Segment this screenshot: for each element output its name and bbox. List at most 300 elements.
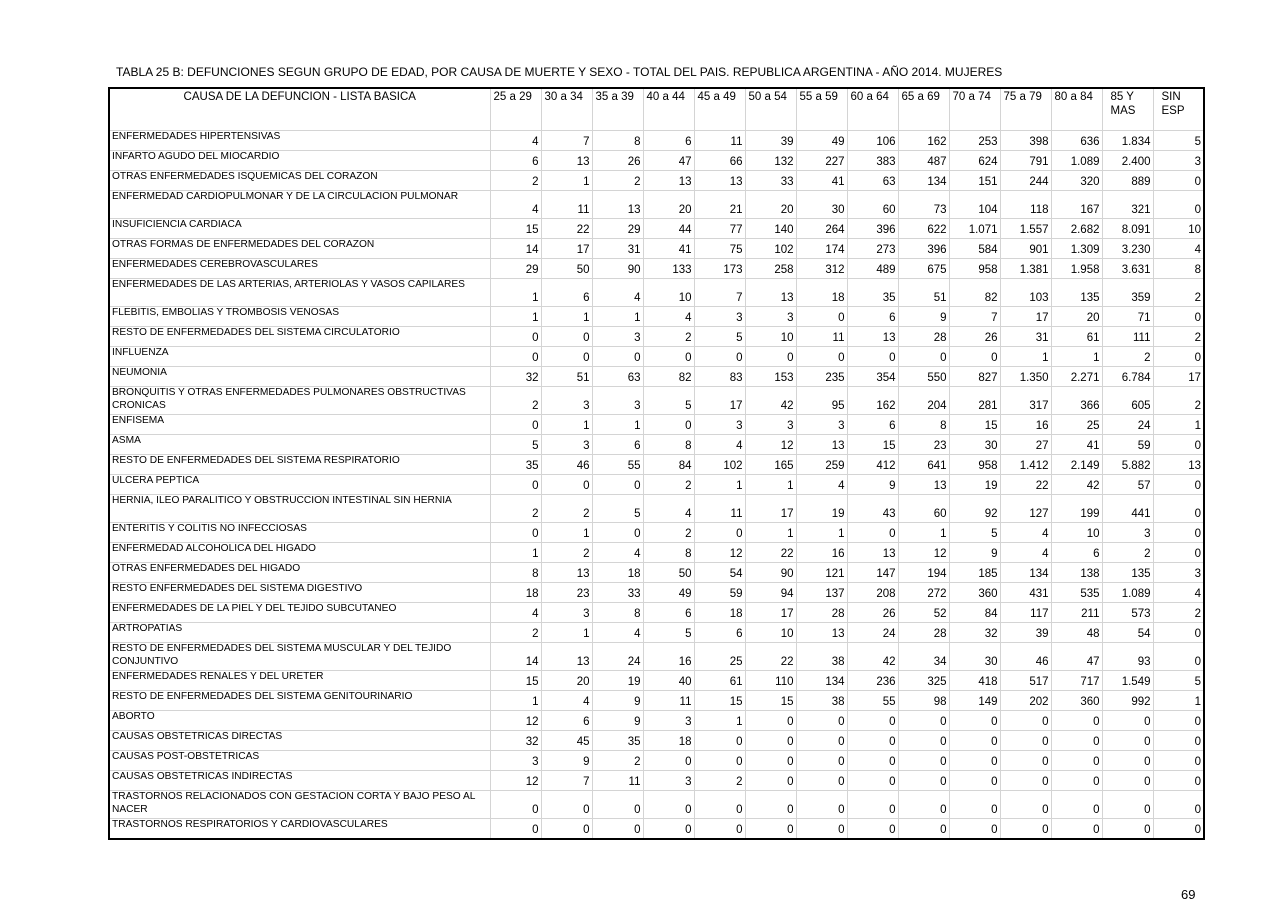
value-cell: 47	[1051, 643, 1102, 671]
value-cell: 901	[1000, 239, 1051, 259]
value-cell: 0	[847, 523, 898, 543]
value-cell: 0	[490, 415, 541, 435]
value-cell: 2	[490, 495, 541, 523]
value-cell: 10	[1051, 523, 1102, 543]
value-cell: 134	[796, 671, 847, 691]
value-cell: 199	[1051, 495, 1102, 523]
value-cell: 7	[541, 771, 592, 791]
value-cell: 573	[1102, 603, 1153, 623]
value-cell: 26	[949, 327, 1000, 347]
value-cell: 0	[796, 771, 847, 791]
age-column-header: 40 a 44	[643, 88, 694, 131]
age-column-header: 25 a 29	[490, 88, 541, 131]
cause-cell: ENFERMEDAD CARDIOPULMONAR Y DE LA CIRCULACION PULMONAR	[109, 191, 490, 219]
value-cell: 0	[643, 415, 694, 435]
value-cell: 0	[490, 347, 541, 367]
value-cell: 675	[898, 259, 949, 279]
value-cell: 0	[1000, 791, 1051, 819]
value-cell: 15	[490, 219, 541, 239]
value-cell: 1	[592, 307, 643, 327]
value-cell: 2	[592, 171, 643, 191]
value-cell: 13	[898, 475, 949, 495]
value-cell: 194	[898, 563, 949, 583]
cause-cell: OTRAS ENFERMEDADES DEL HIGADO	[109, 563, 490, 583]
value-cell: 54	[694, 563, 745, 583]
value-cell: 10	[745, 623, 796, 643]
value-cell: 0	[1051, 731, 1102, 751]
value-cell: 360	[1051, 691, 1102, 711]
value-cell: 13	[592, 191, 643, 219]
value-cell: 0	[1153, 771, 1204, 791]
age-column-header: 80 a 84	[1051, 88, 1102, 131]
cause-cell: RESTO ENFERMEDADES DEL SISTEMA DIGESTIVO	[109, 583, 490, 603]
table-row	[109, 771, 1204, 791]
value-cell: 517	[1000, 671, 1051, 691]
value-cell: 0	[1153, 191, 1204, 219]
value-cell: 0	[745, 819, 796, 840]
value-cell: 31	[592, 239, 643, 259]
value-cell: 83	[694, 367, 745, 387]
value-cell: 0	[949, 791, 1000, 819]
value-cell: 5	[592, 495, 643, 523]
value-cell: 359	[1102, 279, 1153, 307]
value-cell: 14	[490, 643, 541, 671]
value-cell: 2	[1153, 387, 1204, 415]
table-row	[109, 367, 1204, 387]
value-cell: 111	[1102, 327, 1153, 347]
value-cell: 26	[592, 151, 643, 171]
value-cell: 6	[847, 307, 898, 327]
value-cell: 14	[490, 239, 541, 259]
table-row	[109, 475, 1204, 495]
value-cell: 1	[694, 711, 745, 731]
value-cell: 84	[949, 603, 1000, 623]
value-cell: 624	[949, 151, 1000, 171]
value-cell: 0	[949, 711, 1000, 731]
value-cell: 17	[745, 495, 796, 523]
value-cell: 13	[694, 171, 745, 191]
value-cell: 1	[490, 691, 541, 711]
value-cell: 55	[847, 691, 898, 711]
value-cell: 0	[745, 731, 796, 751]
value-cell: 535	[1051, 583, 1102, 603]
value-cell: 312	[796, 259, 847, 279]
value-cell: 18	[592, 563, 643, 583]
table-row	[109, 543, 1204, 563]
value-cell: 31	[1000, 327, 1051, 347]
value-cell: 38	[796, 643, 847, 671]
age-column-header: 85 Y MAS	[1102, 88, 1153, 131]
value-cell: 138	[1051, 563, 1102, 583]
value-cell: 75	[694, 239, 745, 259]
value-cell: 135	[1051, 279, 1102, 307]
value-cell: 51	[898, 279, 949, 307]
table-row	[109, 131, 1204, 151]
value-cell: 13	[847, 543, 898, 563]
value-cell: 13	[796, 623, 847, 643]
value-cell: 0	[1153, 731, 1204, 751]
value-cell: 0	[949, 751, 1000, 771]
value-cell: 48	[1051, 623, 1102, 643]
value-cell: 0	[847, 771, 898, 791]
cause-cell: ENFERMEDADES CEREBROVASCULARES	[109, 259, 490, 279]
value-cell: 8	[643, 543, 694, 563]
value-cell: 8	[592, 603, 643, 623]
value-cell: 2	[1153, 603, 1204, 623]
value-cell: 7	[694, 279, 745, 307]
cause-column-header: CAUSA DE LA DEFUNCION - LISTA BASICA	[109, 88, 490, 131]
value-cell: 82	[949, 279, 1000, 307]
value-cell: 0	[694, 523, 745, 543]
value-cell: 1.071	[949, 219, 1000, 239]
value-cell: 3	[796, 415, 847, 435]
value-cell: 0	[541, 327, 592, 347]
value-cell: 16	[796, 543, 847, 563]
value-cell: 258	[745, 259, 796, 279]
value-cell: 71	[1102, 307, 1153, 327]
value-cell: 2.149	[1051, 455, 1102, 475]
value-cell: 2	[1153, 279, 1204, 307]
value-cell: 5	[1153, 131, 1204, 151]
value-cell: 11	[541, 191, 592, 219]
value-cell: 0	[1153, 171, 1204, 191]
value-cell: 0	[643, 751, 694, 771]
table-row	[109, 307, 1204, 327]
value-cell: 2	[541, 495, 592, 523]
value-cell: 0	[490, 819, 541, 840]
page-number: 69	[1181, 887, 1196, 902]
value-cell: 0	[1000, 751, 1051, 771]
value-cell: 3	[1153, 563, 1204, 583]
value-cell: 1.834	[1102, 131, 1153, 151]
value-cell: 16	[1000, 415, 1051, 435]
value-cell: 28	[796, 603, 847, 623]
cause-cell: NEUMONIA	[109, 367, 490, 387]
value-cell: 0	[1153, 307, 1204, 327]
value-cell: 1	[898, 523, 949, 543]
value-cell: 0	[1000, 711, 1051, 731]
value-cell: 13	[541, 643, 592, 671]
value-cell: 4	[592, 623, 643, 643]
value-cell: 44	[643, 219, 694, 239]
value-cell: 9	[541, 751, 592, 771]
value-cell: 12	[694, 543, 745, 563]
value-cell: 1	[592, 415, 643, 435]
value-cell: 827	[949, 367, 1000, 387]
cause-cell: ENFISEMA	[109, 415, 490, 435]
age-column-header: 30 a 34	[541, 88, 592, 131]
value-cell: 0	[1102, 771, 1153, 791]
value-cell: 605	[1102, 387, 1153, 415]
value-cell: 94	[745, 583, 796, 603]
value-cell: 1.412	[1000, 455, 1051, 475]
cause-cell: ENTERITIS Y COLITIS NO INFECCIOSAS	[109, 523, 490, 543]
mortality-table	[108, 87, 1205, 840]
value-cell: 0	[1153, 819, 1204, 840]
value-cell: 0	[490, 475, 541, 495]
value-cell: 18	[694, 603, 745, 623]
table-row	[109, 219, 1204, 239]
value-cell: 151	[949, 171, 1000, 191]
value-cell: 4	[1000, 543, 1051, 563]
value-cell: 264	[796, 219, 847, 239]
value-cell: 22	[1000, 475, 1051, 495]
value-cell: 2	[643, 475, 694, 495]
value-cell: 0	[541, 347, 592, 367]
value-cell: 383	[847, 151, 898, 171]
value-cell: 23	[898, 435, 949, 455]
table-row	[109, 387, 1204, 415]
value-cell: 33	[592, 583, 643, 603]
value-cell: 398	[1000, 131, 1051, 151]
value-cell: 5	[1153, 671, 1204, 691]
value-cell: 0	[541, 791, 592, 819]
value-cell: 103	[1000, 279, 1051, 307]
cause-cell: CAUSAS POST-OBSTETRICAS	[109, 751, 490, 771]
value-cell: 95	[796, 387, 847, 415]
table-row	[109, 415, 1204, 435]
value-cell: 4	[694, 435, 745, 455]
value-cell: 55	[592, 455, 643, 475]
value-cell: 153	[745, 367, 796, 387]
table-row	[109, 623, 1204, 643]
value-cell: 641	[898, 455, 949, 475]
value-cell: 622	[898, 219, 949, 239]
value-cell: 0	[592, 523, 643, 543]
cause-cell: RESTO DE ENFERMEDADES DEL SISTEMA RESPIRATORIO	[109, 455, 490, 475]
value-cell: 1.089	[1051, 151, 1102, 171]
value-cell: 791	[1000, 151, 1051, 171]
value-cell: 13	[796, 435, 847, 455]
value-cell: 636	[1051, 131, 1102, 151]
value-cell: 4	[1000, 523, 1051, 543]
value-cell: 0	[694, 751, 745, 771]
value-cell: 127	[1000, 495, 1051, 523]
value-cell: 2	[490, 387, 541, 415]
cause-cell: BRONQUITIS Y OTRAS ENFERMEDADES PULMONARES OBSTRUCTIVAS CRONICAS	[109, 387, 490, 415]
value-cell: 211	[1051, 603, 1102, 623]
value-cell: 33	[745, 171, 796, 191]
value-cell: 5	[694, 327, 745, 347]
value-cell: 2.682	[1051, 219, 1102, 239]
value-cell: 1.549	[1102, 671, 1153, 691]
value-cell: 30	[949, 435, 1000, 455]
value-cell: 5.882	[1102, 455, 1153, 475]
value-cell: 6	[592, 435, 643, 455]
value-cell: 23	[541, 583, 592, 603]
cause-cell: OTRAS FORMAS DE ENFERMEDADES DEL CORAZON	[109, 239, 490, 259]
value-cell: 0	[1153, 543, 1204, 563]
cause-cell: ABORTO	[109, 711, 490, 731]
value-cell: 45	[541, 731, 592, 751]
cause-cell: TRASTORNOS RESPIRATORIOS Y CARDIOVASCULARES	[109, 819, 490, 840]
value-cell: 24	[847, 623, 898, 643]
value-cell: 92	[949, 495, 1000, 523]
value-cell: 4	[490, 603, 541, 623]
value-cell: 41	[1051, 435, 1102, 455]
value-cell: 0	[847, 711, 898, 731]
value-cell: 17	[745, 603, 796, 623]
value-cell: 32	[490, 731, 541, 751]
value-cell: 7	[541, 131, 592, 151]
value-cell: 0	[694, 731, 745, 751]
value-cell: 0	[847, 791, 898, 819]
value-cell: 3.230	[1102, 239, 1153, 259]
table-body	[109, 131, 1204, 840]
value-cell: 253	[949, 131, 1000, 151]
value-cell: 2	[592, 751, 643, 771]
value-cell: 26	[847, 603, 898, 623]
cause-cell: RESTO DE ENFERMEDADES DEL SISTEMA GENITOURINARIO	[109, 691, 490, 711]
table-row	[109, 751, 1204, 771]
table-row	[109, 819, 1204, 840]
value-cell: 12	[898, 543, 949, 563]
table-row	[109, 711, 1204, 731]
table-row	[109, 239, 1204, 259]
value-cell: 6.784	[1102, 367, 1153, 387]
value-cell: 0	[1153, 435, 1204, 455]
value-cell: 60	[898, 495, 949, 523]
value-cell: 0	[1153, 623, 1204, 643]
table-row	[109, 455, 1204, 475]
cause-cell: TRASTORNOS RELACIONADOS CON GESTACION CORTA Y BAJO PESO AL NACER	[109, 791, 490, 819]
value-cell: 46	[1000, 643, 1051, 671]
value-cell: 60	[847, 191, 898, 219]
value-cell: 11	[592, 771, 643, 791]
value-cell: 47	[643, 151, 694, 171]
value-cell: 0	[745, 751, 796, 771]
value-cell: 11	[796, 327, 847, 347]
value-cell: 63	[847, 171, 898, 191]
cause-cell: HERNIA, ILEO PARALITICO Y OBSTRUCCION INTESTINAL SIN HERNIA	[109, 495, 490, 523]
value-cell: 28	[898, 623, 949, 643]
value-cell: 59	[1102, 435, 1153, 455]
value-cell: 0	[745, 791, 796, 819]
value-cell: 1	[541, 623, 592, 643]
value-cell: 8	[592, 131, 643, 151]
value-cell: 0	[1000, 771, 1051, 791]
value-cell: 6	[694, 623, 745, 643]
value-cell: 84	[643, 455, 694, 475]
value-cell: 0	[1051, 771, 1102, 791]
table-row	[109, 791, 1204, 819]
value-cell: 0	[643, 819, 694, 840]
value-cell: 22	[745, 543, 796, 563]
value-cell: 0	[490, 791, 541, 819]
value-cell: 63	[592, 367, 643, 387]
value-cell: 441	[1102, 495, 1153, 523]
value-cell: 1	[694, 475, 745, 495]
value-cell: 19	[796, 495, 847, 523]
value-cell: 50	[643, 563, 694, 583]
value-cell: 5	[643, 387, 694, 415]
value-cell: 98	[898, 691, 949, 711]
value-cell: 0	[796, 791, 847, 819]
value-cell: 1.350	[1000, 367, 1051, 387]
value-cell: 133	[643, 259, 694, 279]
value-cell: 0	[643, 347, 694, 367]
value-cell: 18	[796, 279, 847, 307]
value-cell: 3	[694, 307, 745, 327]
value-cell: 3	[1102, 523, 1153, 543]
age-column-header: SIN ESP	[1153, 88, 1204, 131]
value-cell: 0	[541, 475, 592, 495]
value-cell: 20	[643, 191, 694, 219]
value-cell: 102	[694, 455, 745, 475]
age-column-header: 45 a 49	[694, 88, 745, 131]
value-cell: 2	[643, 523, 694, 543]
value-cell: 15	[949, 415, 1000, 435]
value-cell: 35	[847, 279, 898, 307]
value-cell: 0	[949, 731, 1000, 751]
age-column-header: 65 a 69	[898, 88, 949, 131]
value-cell: 13	[1153, 455, 1204, 475]
value-cell: 28	[898, 327, 949, 347]
value-cell: 3	[592, 327, 643, 347]
value-cell: 1.381	[1000, 259, 1051, 279]
cause-cell: ULCERA PEPTICA	[109, 475, 490, 495]
table-row	[109, 347, 1204, 367]
value-cell: 1	[1153, 691, 1204, 711]
value-cell: 61	[694, 671, 745, 691]
value-cell: 6	[490, 151, 541, 171]
value-cell: 272	[898, 583, 949, 603]
value-cell: 4	[541, 691, 592, 711]
value-cell: 73	[898, 191, 949, 219]
value-cell: 117	[1000, 603, 1051, 623]
cause-cell: ENFERMEDADES HIPERTENSIVAS	[109, 131, 490, 151]
value-cell: 20	[1051, 307, 1102, 327]
cause-cell: RESTO DE ENFERMEDADES DEL SISTEMA MUSCULAR Y DEL TEJIDO CONJUNTIVO	[109, 643, 490, 671]
table-row	[109, 435, 1204, 455]
table-row	[109, 495, 1204, 523]
value-cell: 992	[1102, 691, 1153, 711]
value-cell: 42	[1051, 475, 1102, 495]
value-cell: 0	[847, 819, 898, 840]
value-cell: 3	[643, 771, 694, 791]
table-row	[109, 603, 1204, 623]
value-cell: 35	[490, 455, 541, 475]
value-cell: 259	[796, 455, 847, 475]
value-cell: 0	[1051, 711, 1102, 731]
value-cell: 0	[847, 751, 898, 771]
value-cell: 42	[745, 387, 796, 415]
value-cell: 1	[490, 279, 541, 307]
table-row	[109, 279, 1204, 307]
value-cell: 162	[847, 387, 898, 415]
table-row	[109, 523, 1204, 543]
value-cell: 0	[949, 347, 1000, 367]
cause-cell: RESTO DE ENFERMEDADES DEL SISTEMA CIRCULATORIO	[109, 327, 490, 347]
table-row	[109, 259, 1204, 279]
value-cell: 15	[847, 435, 898, 455]
value-cell: 147	[847, 563, 898, 583]
value-cell: 2	[643, 327, 694, 347]
value-cell: 0	[1102, 819, 1153, 840]
value-cell: 3	[643, 711, 694, 731]
value-cell: 21	[694, 191, 745, 219]
value-cell: 0	[643, 791, 694, 819]
value-cell: 104	[949, 191, 1000, 219]
value-cell: 0	[490, 523, 541, 543]
value-cell: 0	[1153, 751, 1204, 771]
value-cell: 20	[745, 191, 796, 219]
value-cell: 11	[694, 131, 745, 151]
value-cell: 173	[694, 259, 745, 279]
cause-cell: ENFERMEDADES RENALES Y DEL URETER	[109, 671, 490, 691]
value-cell: 134	[1000, 563, 1051, 583]
value-cell: 0	[847, 347, 898, 367]
